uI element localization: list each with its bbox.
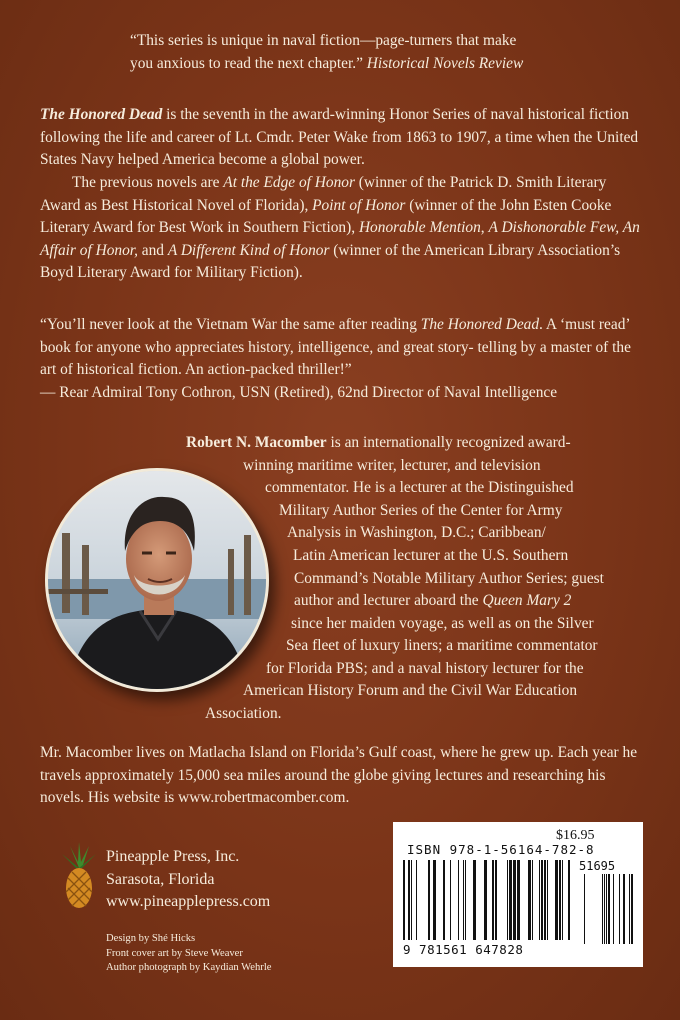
intro-paragraph: The Honored Dead is the seventh in the award-winning Honor Series of naval historical fiction following the life and career of Lt. Cmdr. Peter Wake from 1863 to 1907, a time when the United States Navy helped America become a global power. <box>40 106 639 169</box>
addon-bar <box>602 874 603 944</box>
barcode-bar <box>555 860 558 940</box>
blurb-line-1: “This series is unique in naval fiction—page-turners that make <box>130 32 517 49</box>
barcode-bar <box>403 860 405 940</box>
addon-bar <box>606 874 607 944</box>
barcode-bar <box>532 860 533 940</box>
barcode-bar <box>484 860 487 940</box>
barcode-bar <box>492 860 494 940</box>
barcode-bar <box>507 860 508 940</box>
publisher-name: Pineapple Press, Inc. <box>106 848 240 865</box>
photo-credit: Author photograph by Kaydian Wehrle <box>106 962 272 973</box>
barcode-bar <box>513 860 516 940</box>
ean-digits: 9 781561 647828 <box>403 942 524 957</box>
barcode-bar <box>458 860 459 940</box>
author-name: Robert N. Macomber <box>186 434 327 451</box>
barcode-bar <box>547 860 548 940</box>
barcode-bar <box>473 860 476 940</box>
barcode-bar <box>428 860 430 940</box>
barcode-bar <box>539 860 540 940</box>
addon-bar <box>608 874 610 944</box>
barcode-bar <box>416 860 417 940</box>
barcode-bar <box>463 860 464 940</box>
addon-bar <box>613 874 614 944</box>
barcode-bar <box>495 860 497 940</box>
barcode-box <box>393 822 643 967</box>
barcode-bar <box>562 860 563 940</box>
addon-bar <box>629 874 630 944</box>
blurb-source: Historical Novels Review <box>366 54 524 72</box>
publisher-info <box>106 846 270 914</box>
barcode-bar <box>433 860 436 940</box>
addon-bar <box>604 874 605 944</box>
price: $16.95 <box>556 828 595 843</box>
addon-bar <box>631 874 633 944</box>
publisher-city: Sarasota, Florida <box>106 870 215 888</box>
blurb-line-2: you anxious to read the next chapter.” Historical Novels Review <box>130 54 524 72</box>
barcode-bar <box>517 860 520 940</box>
book-title: The Honored Dead <box>40 106 163 123</box>
quote-book-title: The Honored Dead <box>420 316 540 333</box>
pineapple-logo <box>58 842 100 910</box>
cover-credit: Front cover art by Steve Weaver <box>106 947 243 959</box>
endorsement-quote: “You’ll never look at the Vietnam War the same after reading The Honored Dead. A ‘must read’ book for anyone who appreciates history, intelligence, and great story- telling by a master of the art of historical fiction. An action-packed thriller!” — Rear Admiral Tony Cothron, USN (Retired), 62nd Director of Naval Intelligence <box>40 314 640 404</box>
barcode-bar <box>411 860 412 940</box>
addon-bar <box>584 874 585 944</box>
addon-bar <box>619 874 620 944</box>
barcode-bar <box>443 860 445 940</box>
addon-bar <box>623 874 625 944</box>
barcode-bar <box>465 860 466 940</box>
isbn-text: ISBN 978-1-56164-782-8 <box>407 842 595 857</box>
barcode-bar <box>408 860 410 940</box>
quote-attribution: — Rear Admiral Tony Cothron, USN (Retired), 62nd Director of Naval Intelligence <box>40 383 558 401</box>
barcode-bars <box>403 860 635 944</box>
previous-novels-paragraph: The previous novels are At the Edge of Honor (winner of the Patrick D. Smith Literary Award as Best Historical Novel of Florida), Point of Honor (winner of the John Esten Cooke Literary Award for Best Work in Southern Fiction), Honorable Mention, A Dishonorable Few, An Affair of Honor, and A Different Kind of Honor (winner of the American Library Association’s Boyd Literary Award for Military Fiction). <box>40 174 640 282</box>
barcode-bar <box>450 860 451 940</box>
publisher-url[interactable]: www.pineapplepress.com <box>106 893 271 910</box>
design-credit: Design by Shé Hicks <box>106 933 196 944</box>
barcode-bar <box>509 860 512 940</box>
barcode-bar <box>568 860 570 940</box>
author-bio: Robert N. Macomber is an internationally recognized award- winning maritime writer, lecturer, and television commentator. He is a lecturer at the Distinguished Military Author Series of the Center for Army Analysis in Washington, D.C.; Caribbean/ Latin American lecturer at the U.S. Southern Command’s Notable Military Author Series; guest author and lecturer aboard the Queen Mary 2 since her maiden voyage, as well as on the Silver Sea fleet of luxury liners; a maritime commentator for Florida PBS; and a naval history lecturer for the American History Forum and the Civil War Education Association. <box>186 434 604 722</box>
barcode-bar <box>541 860 543 940</box>
barcode-bar <box>559 860 561 940</box>
price-addon-digits: 51695 <box>579 859 616 873</box>
ship-name: Queen Mary 2 <box>482 592 572 609</box>
credits <box>106 932 271 976</box>
pineapple-icon <box>58 842 100 910</box>
author-residence-paragraph: Mr. Macomber lives on Matlacha Island on Florida’s Gulf coast, where he grew up. Each year he travels approximately 15,000 sea miles around the globe giving lectures and researching his novels. His website is www.robertmacomber.com. <box>40 744 638 807</box>
barcode-bar <box>544 860 546 940</box>
barcode-bar <box>528 860 531 940</box>
